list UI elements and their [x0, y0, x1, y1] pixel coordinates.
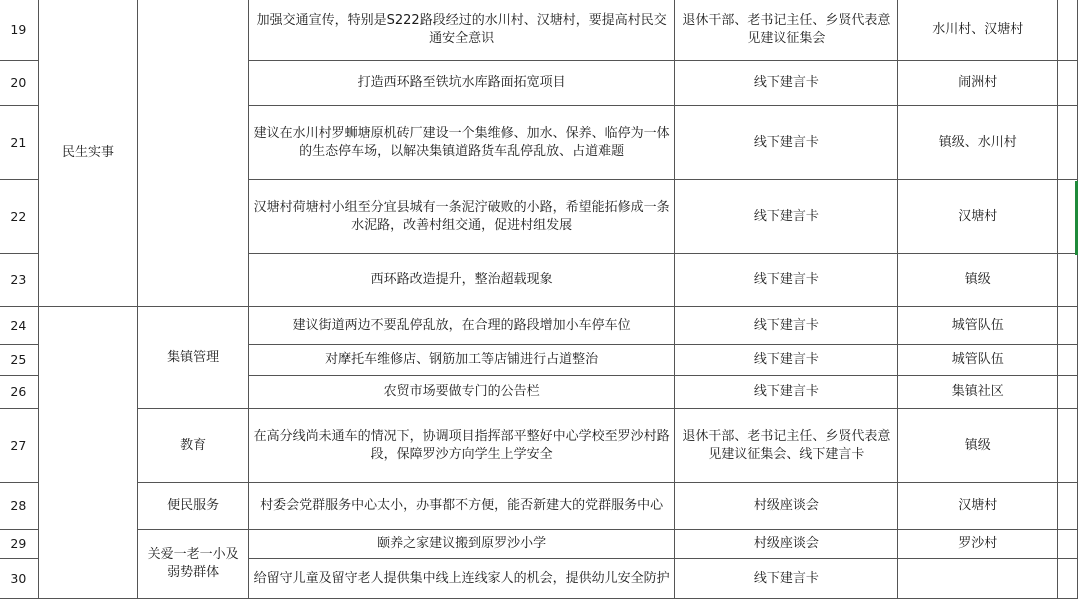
content-cell: 建议在水川村罗蛳塘原机砖厂建设一个集维修、加水、保养、临停为一体的生态停车场，以解决集镇道路货车乱停乱放、占道难题	[248, 106, 675, 180]
unit-cell: 闹洲村	[898, 61, 1058, 106]
subcategory-cell: 教育	[138, 409, 248, 483]
row-number: 23	[0, 254, 38, 307]
extra-cell	[1058, 0, 1078, 61]
row-number: 29	[0, 530, 38, 559]
extra-cell	[1058, 559, 1078, 599]
unit-cell: 集镇社区	[898, 376, 1058, 409]
row-number: 27	[0, 409, 38, 483]
row-number: 19	[0, 0, 38, 61]
extra-cell	[1058, 483, 1078, 530]
source-cell: 线下建言卡	[675, 345, 898, 376]
content-cell: 打造西环路至铁坑水库路面拓宽项目	[248, 61, 675, 106]
unit-cell	[898, 559, 1058, 599]
unit-cell: 汉塘村	[898, 180, 1058, 254]
source-cell: 线下建言卡	[675, 376, 898, 409]
source-cell: 线下建言卡	[675, 180, 898, 254]
table-row	[0, 409, 1078, 483]
row-number: 22	[0, 180, 38, 254]
table-row	[0, 530, 1078, 559]
unit-cell: 水川村、汉塘村	[898, 0, 1058, 61]
content-cell: 村委会党群服务中心太小，办事都不方便，能否新建大的党群服务中心	[248, 483, 675, 530]
row-number: 28	[0, 483, 38, 530]
source-cell: 线下建言卡	[675, 559, 898, 599]
source-cell: 线下建言卡	[675, 254, 898, 307]
unit-cell: 汉塘村	[898, 483, 1058, 530]
table-row	[0, 307, 1078, 345]
content-cell: 加强交通宣传，特别是S222路段经过的水川村、汉塘村，要提高村民交通安全意识	[248, 0, 675, 61]
content-cell: 农贸市场要做专门的公告栏	[248, 376, 675, 409]
unit-cell: 罗沙村	[898, 530, 1058, 559]
table-row	[0, 483, 1078, 530]
selection-marker	[1075, 181, 1078, 255]
source-cell: 退休干部、老书记主任、乡贤代表意见建议征集会、线下建言卡	[675, 409, 898, 483]
category-cell: 民生实事	[38, 0, 138, 307]
content-cell: 西环路改造提升，整治超载现象	[248, 254, 675, 307]
content-cell: 颐养之家建议搬到原罗沙小学	[248, 530, 675, 559]
row-number: 30	[0, 559, 38, 599]
unit-cell: 城管队伍	[898, 345, 1058, 376]
unit-cell: 镇级、水川村	[898, 106, 1058, 180]
extra-cell	[1058, 530, 1078, 559]
source-cell: 线下建言卡	[675, 307, 898, 345]
extra-cell	[1058, 345, 1078, 376]
subcategory-cell: 关爱一老一小及弱势群体	[138, 530, 248, 599]
row-number: 20	[0, 61, 38, 106]
extra-cell	[1058, 376, 1078, 409]
unit-cell: 镇级	[898, 409, 1058, 483]
subcategory-cell: 集镇管理	[138, 307, 248, 409]
source-cell: 村级座谈会	[675, 530, 898, 559]
content-cell: 在高分线尚未通车的情况下，协调项目指挥部平整好中心学校至罗沙村路段，保障罗沙方向学生上学安全	[248, 409, 675, 483]
extra-cell	[1058, 106, 1078, 180]
content-cell: 汉塘村荷塘村小组至分宜县城有一条泥泞破败的小路，希望能拓修成一条水泥路，改善村组交通，促进村组发展	[248, 180, 675, 254]
unit-cell: 城管队伍	[898, 307, 1058, 345]
source-cell: 线下建言卡	[675, 106, 898, 180]
source-cell: 线下建言卡	[675, 61, 898, 106]
subcategory-cell: 便民服务	[138, 483, 248, 530]
row-number: 21	[0, 106, 38, 180]
content-cell: 对摩托车维修店、钢筋加工等店铺进行占道整治	[248, 345, 675, 376]
row-number: 24	[0, 307, 38, 345]
row-number: 26	[0, 376, 38, 409]
extra-cell	[1058, 307, 1078, 345]
content-cell: 给留守儿童及留守老人提供集中线上连线家人的机会，提供幼儿安全防护	[248, 559, 675, 599]
extra-cell	[1058, 409, 1078, 483]
table-row	[0, 0, 1078, 61]
source-cell: 退休干部、老书记主任、乡贤代表意见建议征集会	[675, 0, 898, 61]
category-cell	[38, 307, 138, 599]
source-cell: 村级座谈会	[675, 483, 898, 530]
extra-cell	[1058, 61, 1078, 106]
content-cell: 建议街道两边不要乱停乱放，在合理的路段增加小车停车位	[248, 307, 675, 345]
subcategory-cell	[138, 0, 248, 307]
extra-cell	[1058, 254, 1078, 307]
row-number: 25	[0, 345, 38, 376]
unit-cell: 镇级	[898, 254, 1058, 307]
